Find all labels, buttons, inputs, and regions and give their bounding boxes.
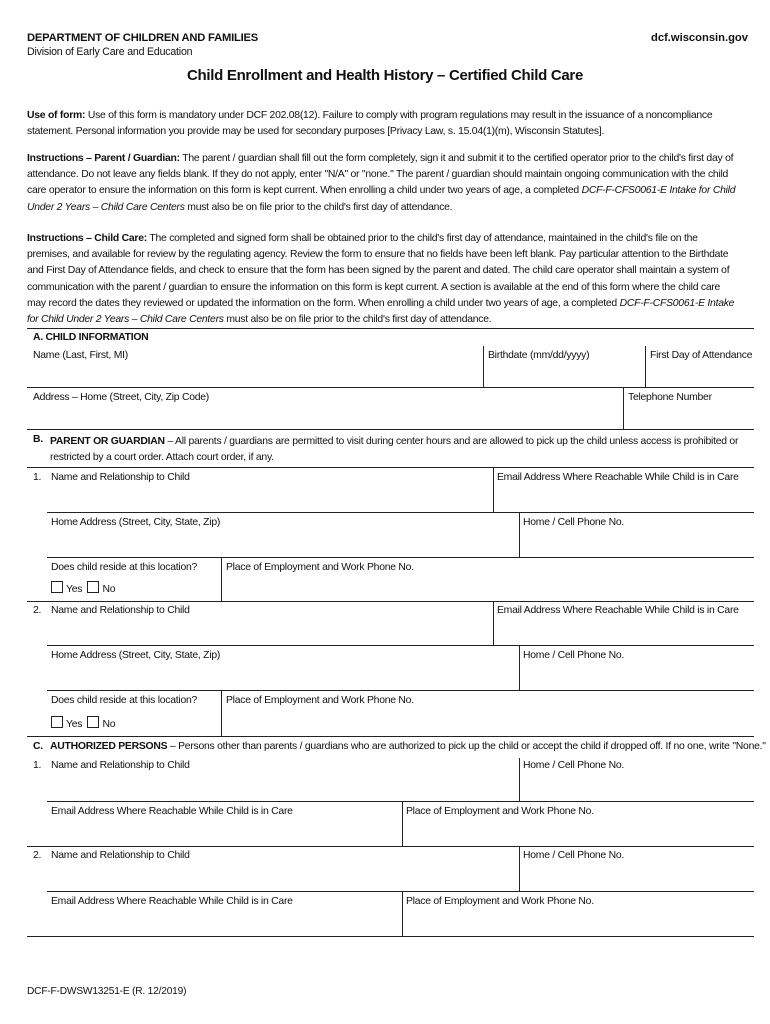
parent-2-reside-options bbox=[51, 716, 115, 730]
divider bbox=[402, 891, 403, 936]
row-rule bbox=[27, 846, 754, 847]
instructions-parent-text-after: must also be on file prior to the child's first day of attendance. bbox=[184, 201, 453, 213]
parent-2-no-label: No bbox=[102, 719, 116, 730]
authorized-1-employment-field[interactable]: Place of Employment and Work Phone No. bbox=[406, 806, 594, 817]
website-link[interactable]: dcf.wisconsin.gov bbox=[651, 32, 748, 44]
instructions-care-text-after: must also be on file prior to the child's first day of attendance. bbox=[223, 314, 492, 326]
divider bbox=[519, 846, 520, 891]
department-name: DEPARTMENT OF CHILDREN AND FAMILIES bbox=[27, 32, 259, 44]
parent-1-reside-options bbox=[51, 581, 115, 595]
child-phone-field[interactable]: Telephone Number bbox=[628, 392, 712, 403]
row-rule bbox=[27, 467, 754, 468]
divider bbox=[519, 645, 520, 690]
parent-2-number: 2. bbox=[33, 605, 42, 616]
section-b-title: PARENT OR GUARDIAN bbox=[50, 436, 165, 447]
instructions-care-label: Instructions – Child Care: bbox=[27, 233, 147, 244]
form-title: Child Enrollment and Health History – Certified Child Care bbox=[187, 67, 583, 84]
parent-1-phone-field[interactable]: Home / Cell Phone No. bbox=[523, 517, 625, 528]
parent-1-yes-checkbox[interactable] bbox=[51, 581, 63, 593]
parent-2-reside-question: Does child reside at this location? bbox=[51, 695, 198, 706]
birthdate-field[interactable]: Birthdate (mm/dd/yyyy) bbox=[488, 350, 590, 361]
section-b-heading bbox=[50, 434, 750, 466]
row-rule bbox=[47, 557, 754, 558]
parent-1-no-label: No bbox=[102, 584, 116, 595]
row-rule bbox=[47, 891, 754, 892]
row-rule bbox=[47, 690, 754, 691]
child-address-field[interactable]: Address – Home (Street, City, Zip Code) bbox=[33, 392, 209, 403]
use-of-form-paragraph bbox=[27, 108, 741, 140]
parent-2-employment-field[interactable]: Place of Employment and Work Phone No. bbox=[226, 695, 414, 706]
section-c-bottom-rule bbox=[27, 936, 754, 937]
section-b-letter bbox=[33, 434, 43, 445]
divider bbox=[645, 346, 646, 387]
parent-1-no-checkbox[interactable] bbox=[87, 581, 99, 593]
use-of-form-text: Use of this form is mandatory under DCF 202.08(12). Failure to comply with program regulations may result in the issuance of a noncompliance statement. Personal information you provide may be used for secondary purposes [Privacy Law, s. 15.04(1)(m), Wisconsin Statutes]. bbox=[27, 110, 713, 138]
parent-1-reside-question: Does child reside at this location? bbox=[51, 562, 198, 573]
divider bbox=[623, 387, 624, 429]
parent-2-name-field[interactable]: Name and Relationship to Child bbox=[51, 605, 190, 616]
row-rule bbox=[47, 801, 754, 802]
section-c-heading bbox=[50, 741, 766, 752]
divider bbox=[483, 346, 484, 387]
divider bbox=[493, 467, 494, 512]
parent-2-phone-field[interactable]: Home / Cell Phone No. bbox=[523, 650, 625, 661]
parent-2-no-checkbox[interactable] bbox=[87, 716, 99, 728]
first-day-field[interactable]: First Day of Attendance bbox=[650, 350, 753, 361]
section-b-letter-text: B. bbox=[33, 434, 43, 445]
parent-1-yes-label: Yes bbox=[66, 584, 83, 595]
authorized-1-name-field[interactable]: Name and Relationship to Child bbox=[51, 760, 190, 771]
row-rule bbox=[47, 512, 754, 513]
row-rule bbox=[47, 645, 754, 646]
authorized-1-email-field[interactable]: Email Address Where Reachable While Child is in Care bbox=[51, 806, 293, 817]
authorized-1-phone-field[interactable]: Home / Cell Phone No. bbox=[523, 760, 625, 771]
divider bbox=[221, 690, 222, 736]
authorized-2-name-field[interactable]: Name and Relationship to Child bbox=[51, 850, 190, 861]
section-a-bottom-rule bbox=[27, 429, 754, 430]
use-of-form-label: Use of form: bbox=[27, 110, 86, 121]
authorized-2-employment-field[interactable]: Place of Employment and Work Phone No. bbox=[406, 896, 594, 907]
parent-1-email-field[interactable]: Email Address Where Reachable While Child is in Care bbox=[497, 472, 739, 483]
instructions-parent-paragraph bbox=[27, 151, 741, 216]
parent-1-number: 1. bbox=[33, 472, 42, 483]
authorized-2-email-field[interactable]: Email Address Where Reachable While Child is in Care bbox=[51, 896, 293, 907]
form-id: DCF-F-DWSW13251-E (R. 12/2019) bbox=[27, 986, 187, 997]
section-a-heading: A. CHILD INFORMATION bbox=[33, 332, 149, 343]
authorized-2-phone-field[interactable]: Home / Cell Phone No. bbox=[523, 850, 625, 861]
authorized-2-number: 2. bbox=[33, 850, 42, 861]
division-name: Division of Early Care and Education bbox=[27, 46, 193, 58]
authorized-1-number: 1. bbox=[33, 760, 42, 771]
instructions-parent-ref: DCF-F-CFS0061-E Intake for Child Under 2 Years – Child Care Centers bbox=[27, 185, 736, 213]
parent-2-yes-checkbox[interactable] bbox=[51, 716, 63, 728]
instructions-care-text: The completed and signed form shall be obtained prior to the child's first day of attendance, maintained in the child's file on the premises, and available for review by the regulating agency. Review the form to ensure that no fields have been left blank. Pay particular attention to the Birthdate and First Day of Attendance fields, and check to ensure that the form has been signed by the parent and dated. The child care operator shall maintain a system of communication with the parent / guardian to ensure the information on this form is kept current. A section is available at the end of this form where the child care may record the dates they reviewed or updated the information on the form. When enrolling a child under two years of age, a completed bbox=[27, 233, 730, 309]
parent-2-email-field[interactable]: Email Address Where Reachable While Child is in Care bbox=[497, 605, 739, 616]
section-c-letter bbox=[33, 741, 43, 752]
instructions-parent-label: Instructions – Parent / Guardian: bbox=[27, 153, 180, 164]
divider bbox=[493, 601, 494, 645]
section-a-top-rule bbox=[27, 328, 754, 329]
row-rule bbox=[27, 387, 754, 388]
section-b-heading-text: – All parents / guardians are permitted to visit during center hours and are allowed to pick up the child unless access is prohibited or restricted by a court order. Attach court order, if any. bbox=[50, 436, 739, 463]
header-agency bbox=[27, 32, 258, 58]
parent-1-name-field[interactable]: Name and Relationship to Child bbox=[51, 472, 190, 483]
divider bbox=[519, 758, 520, 801]
divider bbox=[519, 512, 520, 557]
divider bbox=[402, 801, 403, 846]
row-rule bbox=[27, 601, 754, 602]
instructions-parent-text: The parent / guardian shall fill out the form completely, sign it and submit it to the certified operator prior to the child's first day of attendance. Do not leave any fields blank. If they do not apply, enter "N/A" or "none." The parent / guardian should maintain ongoing communication with the child care operator to ensure the information on this form is kept current. When enrolling a child under two years of age, a completed bbox=[27, 153, 734, 197]
section-c-heading-text: – Persons other than parents / guardians who are authorized to pick up the child or accept the child if dropped off. If no one, write "None." bbox=[167, 741, 766, 752]
divider bbox=[221, 557, 222, 601]
parent-1-employment-field[interactable]: Place of Employment and Work Phone No. bbox=[226, 562, 414, 573]
parent-1-address-field[interactable]: Home Address (Street, City, State, Zip) bbox=[51, 517, 221, 528]
instructions-care-paragraph bbox=[27, 231, 741, 328]
section-c-title: AUTHORIZED PERSONS bbox=[50, 741, 168, 752]
child-name-field[interactable]: Name (Last, First, MI) bbox=[33, 350, 128, 361]
instructions-care-ref: DCF-F-CFS0061-E Intake for Child Under 2 Years – Child Care Centers bbox=[27, 297, 735, 326]
section-c-letter-text: C. bbox=[33, 741, 43, 752]
section-b-bottom-rule bbox=[27, 736, 754, 737]
parent-2-address-field[interactable]: Home Address (Street, City, State, Zip) bbox=[51, 650, 221, 661]
parent-2-yes-label: Yes bbox=[66, 719, 83, 730]
